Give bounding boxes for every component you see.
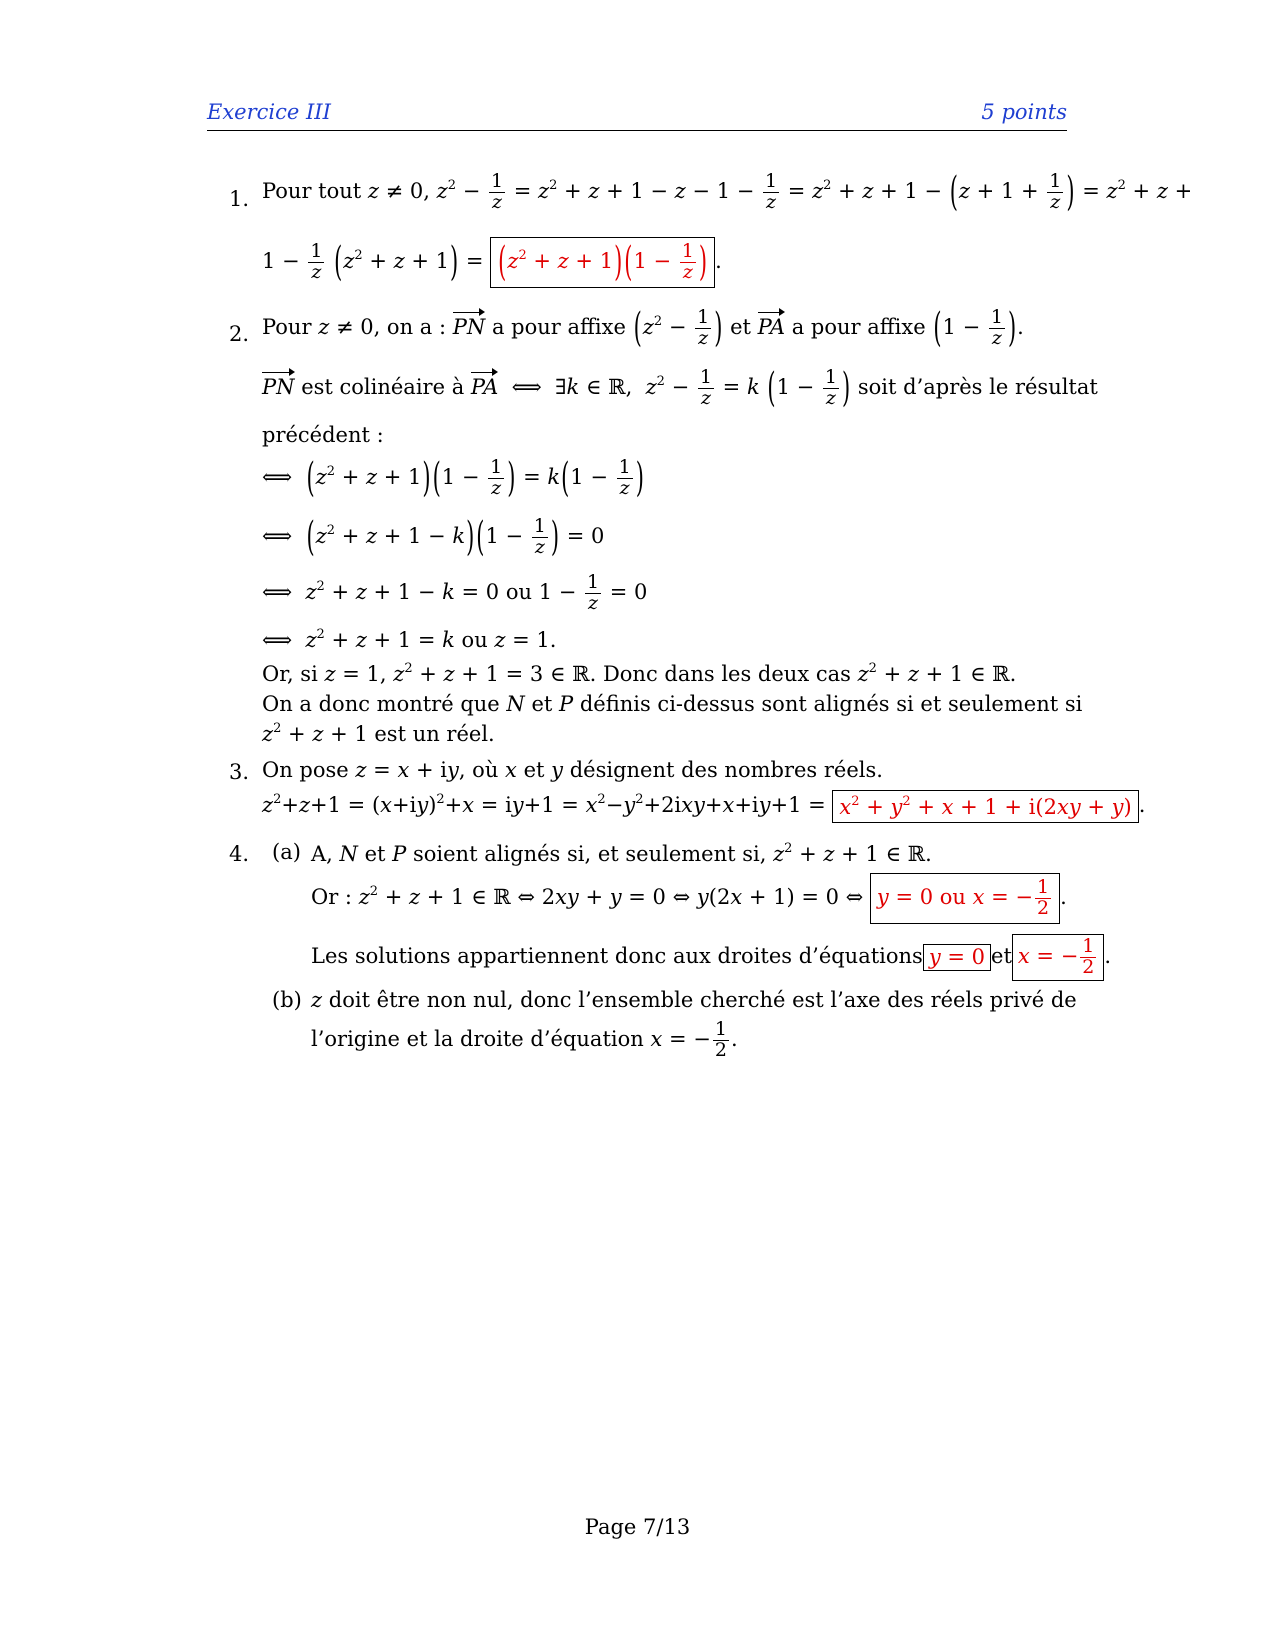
item-4b-line-2: l’origine et la droite d’équation x = − $\frac{1}{2}$ . xyxy=(311,1018,738,1061)
item-2-line-1: Pour z ≠ 0, on a : PN a pour affixe ($z^2$ − $\frac{1}{z}$ ) et PA a pour affixe (1 − $\frac{1}{z}$ ). xyxy=(262,304,1024,351)
exercise-points: 5 points xyxy=(981,100,1067,124)
page-header xyxy=(207,98,1067,131)
item-2-line-2: PN est colinéaire à PA ⟺ ∃k ∈ ℝ, $z^2$ − $\frac{1}{z}$ = k (1 − $\frac{1}{z}$ ) soit d’après le résultat xyxy=(262,364,1098,411)
item-number-2: 2. xyxy=(229,322,250,346)
item-4a-sol-text: Les solutions appartiennent donc aux droites d’équations xyxy=(311,943,923,968)
item-2-affixe-2: a pour affixe xyxy=(791,314,926,339)
item-4a-result-box: y = 0 ou x = − $\frac{1}{2}$ xyxy=(870,873,1060,924)
item-2-equiv-2: ⟺ $(z^2 + z + 1 - k)(1$ − $\frac{1}{z}$ ) = 0 xyxy=(262,513,605,560)
item-4a-et: et xyxy=(991,943,1012,968)
item-3-result-box: $x^2 + y^2 + x + 1 + i(2xy + y)$ xyxy=(832,790,1138,823)
page-number: Page 7/13 xyxy=(584,1515,691,1539)
item-2-equiv-4: ⟺ $z^2 + z + 1 = k$ ou z = 1. xyxy=(262,627,557,652)
exercise-title: Exercice III xyxy=(207,100,331,124)
item-3-line-2: $z^2+z+1 = (x+iy)^2+x = iy+1 = x^2-y^2+2ixy+x+iy+1 = x^2 + y^2 + x + 1 + i(2xy + y)$ . xyxy=(262,790,1145,823)
item-2-or-text: Or, si xyxy=(262,662,318,686)
item-2-est-reel: est un réel. xyxy=(374,722,495,746)
item-3-pose-3: et xyxy=(523,758,545,782)
item-2-montre-1: On a donc montré que xyxy=(262,692,500,716)
item-4a-x-box: x = − $\frac{1}{2}$ xyxy=(1012,934,1104,981)
item-4b-text-1: doit être non nul, donc l’ensemble cherché est l’axe des réels privé de xyxy=(328,988,1077,1012)
item-4a-text-2: et xyxy=(364,842,386,866)
item-4a-text-3: soient alignés si, et seulement si, xyxy=(412,842,767,866)
item-2-donc-text: . Donc dans les deux cas xyxy=(589,662,851,686)
item-2-montre-2: et xyxy=(531,692,553,716)
item-2-lead-text: Pour xyxy=(262,314,312,339)
vector-pn: PN xyxy=(452,314,486,339)
item-number-1: 1. xyxy=(229,187,250,211)
item-1-lead-text: Pour tout xyxy=(262,178,362,203)
item-2-on-a: , on a : xyxy=(373,314,447,339)
item-2-ou-2: ou xyxy=(461,628,488,652)
item-4a-text-1: A, xyxy=(311,842,333,866)
item-4a-label: (a) xyxy=(272,840,301,864)
item-2-equiv-1: ⟺ $(z^2 + z + 1)(1$ − $\frac{1}{z}$ ) = k(1 − $\frac{1}{z}$ ) xyxy=(262,454,644,501)
item-2-et: et xyxy=(730,314,751,339)
item-2-montre-line: On a donc montré que N et P définis ci-dessus sont alignés si et seulement si xyxy=(262,692,1083,716)
item-4a-or-label: Or : xyxy=(311,884,353,909)
item-3-pose-2: , où xyxy=(458,758,499,782)
item-4b-text-2: l’origine et la droite d’équation xyxy=(311,1026,644,1051)
item-2-precedent: précédent : xyxy=(262,423,384,447)
item-4a-y-box: y = 0 xyxy=(923,944,991,971)
item-2-colin: est colinéaire à xyxy=(301,374,465,399)
item-number-3: 3. xyxy=(229,760,250,784)
item-3-line-1: On pose z = x + iy, où x et y désignent des nombres réels. xyxy=(262,758,883,782)
item-4b-line-1: z doit être non nul, donc l’ensemble cherché est l’axe des réels privé de xyxy=(311,988,1077,1012)
item-2-or-line: Or, si z = 1, $z^2 + z + 1 = 3$ ∈ ℝ. Donc dans les deux cas $z^2 + z + 1$ ∈ ℝ. xyxy=(262,661,1017,686)
vector-pa-2: PA xyxy=(470,374,499,399)
vector-pn-2: PN xyxy=(262,374,295,399)
item-2-reel-line: $z^2 + z + 1$ est un réel. xyxy=(262,721,495,746)
item-4a-line-2: Or : $z^2 + z + 1$ ∈ ℝ ⇔ 2xy + y = 0 ⇔ y(2x + 1) = 0 ⇔ y = 0 ou x = − $\frac{1}{2}$ . xyxy=(311,873,1067,924)
item-4a-line-3: Les solutions appartiennent donc aux droites d’équations y = 0 et x = − $\frac{1}{2}$ . xyxy=(311,934,1111,981)
item-2-equiv-3: ⟺ $z^2 + z + 1 - k = 0$ ou 1 − $\frac{1}{z}$ = 0 xyxy=(262,571,648,614)
item-4b-label: (b) xyxy=(272,988,302,1012)
item-number-4: 4. xyxy=(229,842,250,866)
item-2-soit: soit d’après le résultat xyxy=(857,374,1098,399)
item-2-ou-1: ou xyxy=(505,579,533,604)
item-1-line-1: Pour tout z ≠ 0, $z^2$ − $\frac{1}{z}$ = $z^2 + z + 1 - z - 1$ − $\frac{1}{z}$ = $z^2 + z + 1 - (z + 1$ + $\frac{1}{z}$ ) = $z^2 + z$ + xyxy=(262,168,1193,215)
item-1-line-2: 1 − $\frac{1}{z}$ $(z^2 + z + 1) = (z^2 + z + 1)(1$ − $\frac{1}{z}$ ) . xyxy=(262,237,722,288)
item-1-result-box: $(z^2 + z + 1)(1$ − $\frac{1}{z}$ ) xyxy=(490,237,715,288)
item-3-pose-4: désignent des nombres réels. xyxy=(569,758,883,782)
vector-pa: PA xyxy=(757,314,786,339)
item-4a-line-1: A, N et P soient alignés si, et seulement si, $z^2 + z + 1$ ∈ ℝ. xyxy=(311,841,932,866)
item-3-pose-1: On pose xyxy=(262,758,349,782)
item-2-affixe-1: a pour affixe xyxy=(491,314,626,339)
item-2-montre-3: définis ci-dessus sont alignés si et seulement si xyxy=(579,692,1083,716)
